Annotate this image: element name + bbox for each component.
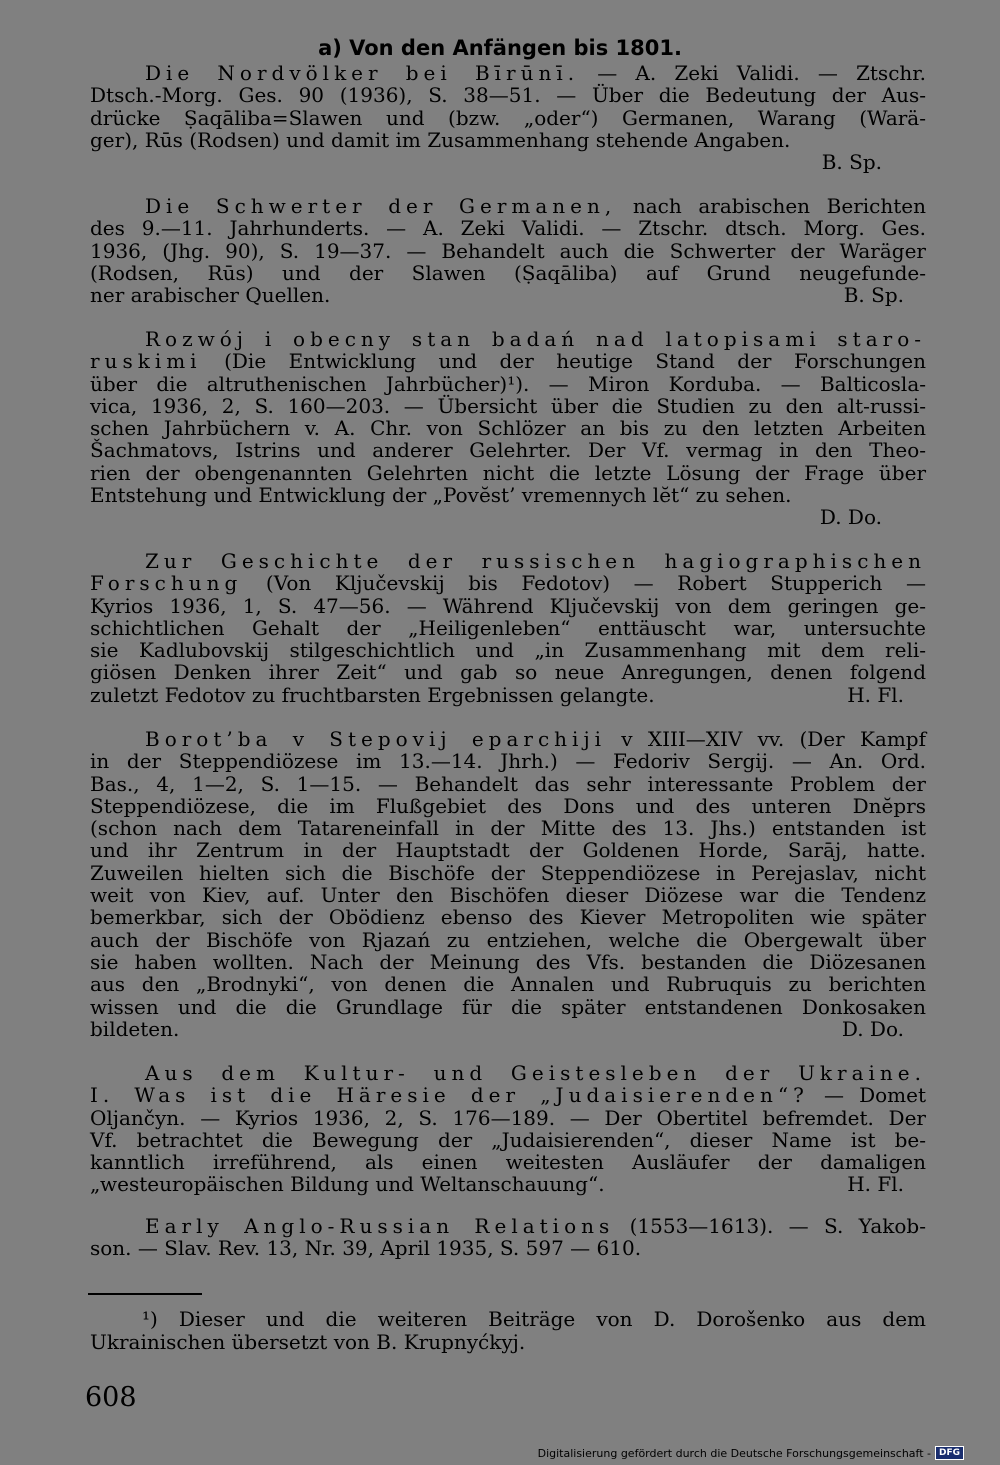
entry-title: I. Was ist die Häresie der „Judaisierenden“?	[90, 1083, 809, 1108]
entry-text: aus den „Brodnyki“, von denen die Annalen und Rubruquis zu berichten	[90, 972, 926, 997]
page-number: 608	[85, 1382, 137, 1413]
entry-text: Vf. betrachtet die Bewegung der „Judaisierenden“, dieser Name ist be-	[90, 1127, 926, 1152]
entry-text: (1553—1613). — S. Yakob-	[614, 1214, 926, 1238]
entry-line	[90, 817, 926, 839]
entry-line	[90, 1215, 926, 1237]
entry-title: Borot’ba v Stepovij eparchiji	[145, 727, 607, 751]
entry-text: (Rodsen, Rūs) und der Slawen (Ṣaqāliba) auf Grund neugefunde-	[90, 260, 926, 285]
entry-text: „westeuropäischen Bildung und Weltanschauung“.	[90, 1172, 605, 1197]
entry-text: son. — Slav. Rev. 13, Nr. 39, April 1935, S. 597 — 610.	[90, 1236, 642, 1261]
credit-text: Digitalisierung gefördert durch die Deutsche Forschungsgemeinschaft -	[537, 1446, 931, 1460]
entry-line	[90, 1062, 926, 1084]
entry-line	[90, 639, 926, 661]
entry-line	[90, 595, 926, 617]
entry-line	[90, 1018, 926, 1040]
entry-text: wissen und die die Grundlage für die später entstandenen Donkosaken	[90, 994, 926, 1019]
footnote-line-1: ¹) Dieser und die weiteren Beiträge von D. Dorošenko aus dem	[142, 1307, 926, 1331]
dfg-logo: DFG	[935, 1446, 964, 1460]
bibliography-entry	[90, 195, 926, 306]
entry-line	[90, 884, 926, 906]
entry-text: über die altruthenischen Jahrbücher)¹). — Miron Korduba. — Balticosla-	[90, 371, 926, 396]
entry-text: nach arabischen Berichten	[616, 194, 926, 218]
entry-text: Šachmatovs, Istrins und anderer Gelehrter. Der Vf. vermag in den Theo-	[90, 438, 926, 463]
signature-line	[90, 151, 926, 173]
entry-text: (schon nach dem Tatareneinfall in der Mitte des 13. Jhs.) entstanden ist	[90, 816, 926, 841]
entry-text: ger), Rūs (Rodsen) und damit im Zusammenhang stehende Angaben.	[90, 127, 791, 152]
entry-line	[90, 1151, 926, 1173]
entry-line	[90, 906, 926, 928]
entry-line	[90, 284, 926, 306]
entry-text: sie Kadlubovskij stilgeschichtlich und „in Zusammenhang mit dem reli-	[90, 638, 926, 663]
entry-line	[90, 684, 926, 706]
entry-title: ruskimi	[90, 349, 202, 374]
author-signature: D. Do.	[819, 505, 882, 530]
entry-line	[90, 1129, 926, 1151]
entry-line	[90, 973, 926, 995]
entry-line	[90, 1237, 926, 1259]
entry-text: 1936, (Jhg. 90), S. 19—37. — Behandelt auch die Schwerter der Waräger	[90, 238, 926, 263]
entry-line	[90, 262, 926, 284]
entry-text: sie haben wollten. Nach der Meinung des Vfs. bestanden die Diözesanen	[90, 949, 926, 974]
entry-text: Steppendiözese, die im Flußgebiet des Dons und des unteren Dnĕprs	[90, 793, 926, 818]
entry-text: bildeten.	[90, 1016, 180, 1041]
entry-line	[90, 661, 926, 683]
entry-line	[90, 328, 926, 350]
footnote	[90, 1308, 926, 1353]
entry-line	[90, 484, 926, 506]
entry-text: weit von Kiev, auf. Unter den Bischöfen dieser Diözese war die Tendenz	[90, 883, 926, 908]
entry-text: schichtlichen Gehalt der „Heiligenleben“ enttäuscht war, untersuchte	[90, 615, 926, 640]
entry-line	[90, 996, 926, 1018]
entry-text: ner arabischer Quellen.	[90, 283, 331, 308]
entry-text: vica, 1936, 2, S. 160—203. — Übersicht über die Studien zu den alt-russi-	[90, 393, 926, 418]
entry-line	[90, 1173, 926, 1195]
entry-line	[90, 839, 926, 861]
entry-text: Kyrios 1936, 1, S. 47—56. — Während Ključevskij von dem geringen ge-	[90, 593, 926, 618]
entry-title: Zur Geschichte der russischen hagiographischen	[145, 549, 926, 573]
entry-text: Bas., 4, 1—2, S. 1—15. — Behandelt das sehr interessante Problem der	[90, 771, 926, 796]
entry-text: auch der Bischöfe von Rjazań zu entziehen, welche die Obergewalt über	[90, 927, 926, 952]
entry-text: Oljančyn. — Kyrios 1936, 2, S. 176—189. — Der Obertitel befremdet. Der	[90, 1105, 926, 1130]
entry-text: Zuweilen hielten sich die Bischöfe der Steppendiözese in Perejaslav, nicht	[90, 860, 926, 885]
entry-line	[90, 417, 926, 439]
entry-title: Aus dem Kultur- und Geistesleben der Ukraine.	[145, 1061, 926, 1085]
entry-line	[90, 439, 926, 461]
entry-line	[90, 350, 926, 372]
entry-text: und ihr Zentrum in der Hauptstadt der Goldenen Horde, Sarāj, hatte.	[90, 838, 926, 863]
entry-text: drücke Ṣaqāliba=Slawen und (bzw. „oder“) Germanen, Warang (Warä-	[90, 105, 926, 130]
entry-line	[90, 617, 926, 639]
entry-line	[90, 84, 926, 106]
entry-line	[90, 195, 926, 217]
entry-line	[90, 572, 926, 594]
bibliography-entry	[90, 328, 926, 529]
entry-line	[90, 62, 926, 84]
entry-title: Forschung	[90, 571, 243, 596]
entry-text: in der Steppendiözese im 13.—14. Jhrh.) — Fedoriv Sergij. — An. Ord.	[90, 749, 926, 774]
entry-text: — Domet	[808, 1083, 926, 1108]
entry-text: (Von Ključevskij bis Fedotov) — Robert Stupperich —	[242, 571, 926, 596]
entry-line	[90, 1107, 926, 1129]
author-signature: D. Do.	[841, 1016, 904, 1041]
section-heading: a) Von den Anfängen bis 1801.	[318, 36, 682, 60]
bibliography-entry	[90, 550, 926, 706]
entry-title: Rozwój i obecny stan badań nad latopisami staro-	[145, 327, 926, 351]
digitization-credit	[538, 1446, 964, 1460]
footnote-line-2: Ukrainischen übersetzt von B. Krupnyćkyj.	[90, 1329, 526, 1354]
entry-text: schen Jahrbüchern v. A. Chr. von Schlözer an bis zu den letzten Arbeiten	[90, 416, 926, 441]
entry-title: Die Schwerter der Germanen,	[145, 194, 617, 218]
entry-line	[90, 862, 926, 884]
entry-line	[90, 462, 926, 484]
entry-line	[90, 773, 926, 795]
entry-text: — A. Zeki Validi. — Ztschr.	[579, 61, 926, 85]
entry-line	[90, 107, 926, 129]
entry-text: Dtsch.-Morg. Ges. 90 (1936), S. 38—51. — Über die Bedeutung der Aus-	[90, 83, 926, 108]
entry-line	[90, 240, 926, 262]
bibliography-entry	[90, 1062, 926, 1196]
author-signature: B. Sp.	[821, 150, 882, 175]
bibliography-entry	[90, 1215, 926, 1260]
entry-line	[90, 929, 926, 951]
entry-text: Entstehung und Entwicklung der „Povĕst’ vremennych lĕt“ zu sehen.	[90, 483, 792, 508]
entry-text: (Die Entwicklung und der heutige Stand der Forschungen	[201, 349, 926, 374]
entry-text: zuletzt Fedotov zu fruchtbarsten Ergebnissen gelangte.	[90, 682, 655, 707]
entry-title: Early Anglo-Russian Relations	[145, 1214, 615, 1238]
entry-line	[90, 373, 926, 395]
entry-line	[90, 217, 926, 239]
entry-text: des 9.—11. Jahrhunderts. — A. Zeki Validi. — Ztschr. dtsch. Morg. Ges.	[90, 216, 926, 241]
entry-title: Die Nordvölker bei Bīrūnī.	[145, 61, 580, 85]
author-signature: B. Sp.	[843, 283, 904, 308]
entry-line	[90, 550, 926, 572]
signature-line	[90, 506, 926, 528]
entry-line	[90, 795, 926, 817]
entry-line	[90, 728, 926, 750]
entry-line	[90, 951, 926, 973]
entry-line	[90, 395, 926, 417]
bibliography-entry	[90, 728, 926, 1040]
entry-line	[90, 1084, 926, 1106]
author-signature: H. Fl.	[847, 1172, 904, 1197]
entry-text: kanntlich irreführend, als einen weitesten Ausläufer der damaligen	[90, 1150, 926, 1175]
entry-line	[90, 750, 926, 772]
author-signature: H. Fl.	[847, 682, 904, 707]
entry-text: giösen Denken ihrer Zeit“ und gab so neue Anregungen, denen folgend	[90, 660, 926, 685]
entry-text: bemerkbar, sich der Obödienz ebenso des Kiever Metropoliten wie später	[90, 905, 926, 930]
entry-text: v XIII—XIV vv. (Der Kampf	[606, 727, 926, 751]
entry-text: rien der obengenannten Gelehrten nicht die letzte Lösung der Frage über	[90, 460, 926, 485]
entry-line	[90, 129, 926, 151]
footnote-rule	[88, 1293, 202, 1295]
bibliography-entry	[90, 62, 926, 173]
